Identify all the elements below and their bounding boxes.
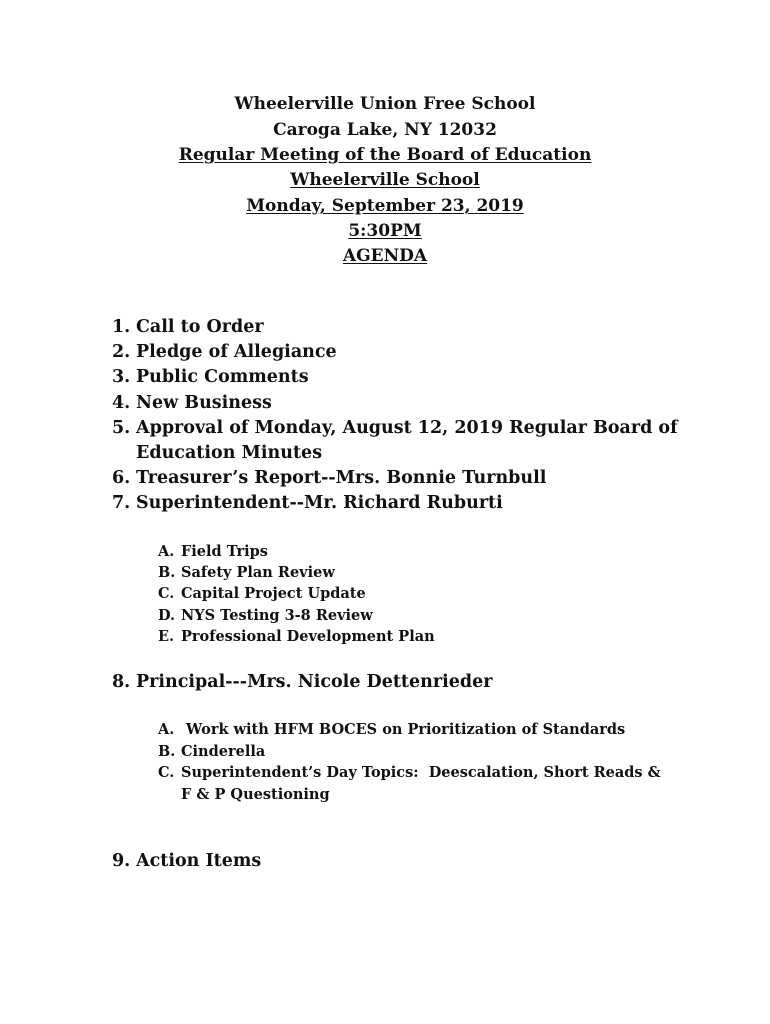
sub-item-letter: C. bbox=[158, 585, 175, 602]
meeting-location-text: Wheelerville School bbox=[290, 170, 480, 190]
school-name: Wheelerville Union Free School bbox=[234, 94, 536, 114]
meeting-title-text: Regular Meeting of the Board of Education bbox=[178, 145, 592, 165]
item-number: 2. bbox=[112, 342, 131, 362]
item-text: Superintendent--Mr. Richard Ruburti bbox=[136, 493, 503, 513]
meeting-date bbox=[0, 196, 770, 216]
sub-item-text: NYS Testing 3-8 Review bbox=[181, 607, 373, 624]
item-text: New Business bbox=[136, 393, 272, 413]
item-text: Treasurer’s Report--Mrs. Bonnie Turnbull bbox=[136, 468, 547, 488]
sub-item-text: Safety Plan Review bbox=[181, 564, 335, 581]
item-text: Public Comments bbox=[136, 367, 309, 387]
item-text-continued: Education Minutes bbox=[136, 443, 323, 463]
sub-item-letter: C. bbox=[158, 764, 175, 781]
sub-item-text: Professional Development Plan bbox=[181, 628, 435, 645]
sub-item-letter: B. bbox=[158, 564, 176, 581]
sub-item-letter: B. bbox=[158, 743, 176, 760]
meeting-location bbox=[0, 170, 770, 190]
item-number: 5. bbox=[112, 418, 131, 438]
item-text: Action Items bbox=[136, 851, 262, 871]
school-address: Caroga Lake, NY 12032 bbox=[273, 120, 497, 140]
meeting-time-text: 5:30PM bbox=[348, 221, 422, 241]
sub-item-text: Superintendent’s Day Topics: Deescalation, Short Reads & bbox=[181, 764, 661, 781]
meeting-date-text: Monday, September 23, 2019 bbox=[246, 196, 524, 216]
sub-item-letter: A. bbox=[158, 721, 175, 738]
sub-item-text: Cinderella bbox=[181, 743, 266, 760]
sub-item-letter: E. bbox=[158, 628, 175, 645]
item-number: 7. bbox=[112, 493, 131, 513]
agenda-title bbox=[0, 246, 770, 266]
sub-item-text: Capital Project Update bbox=[181, 585, 366, 602]
sub-item-text: Field Trips bbox=[181, 543, 268, 560]
item-number: 1. bbox=[112, 317, 131, 337]
agenda-title-text: AGENDA bbox=[342, 246, 428, 266]
item-number: 3. bbox=[112, 367, 131, 387]
meeting-time bbox=[0, 221, 770, 241]
item-text: Principal---Mrs. Nicole Dettenrieder bbox=[136, 672, 493, 692]
item-text: Call to Order bbox=[136, 317, 264, 337]
sub-item-text: Work with HFM BOCES on Prioritization of Standards bbox=[181, 721, 626, 738]
item-number: 6. bbox=[112, 468, 131, 488]
item-text: Approval of Monday, August 12, 2019 Regular Board of bbox=[136, 418, 678, 438]
sub-item-letter: A. bbox=[158, 543, 175, 560]
item-number: 9. bbox=[112, 851, 131, 871]
item-number: 8. bbox=[112, 672, 131, 692]
sub-item-letter: D. bbox=[158, 607, 176, 624]
sub-item-text-continued: F & P Questioning bbox=[181, 786, 330, 803]
item-number: 4. bbox=[112, 393, 131, 413]
item-text: Pledge of Allegiance bbox=[136, 342, 337, 362]
meeting-title bbox=[0, 145, 770, 165]
